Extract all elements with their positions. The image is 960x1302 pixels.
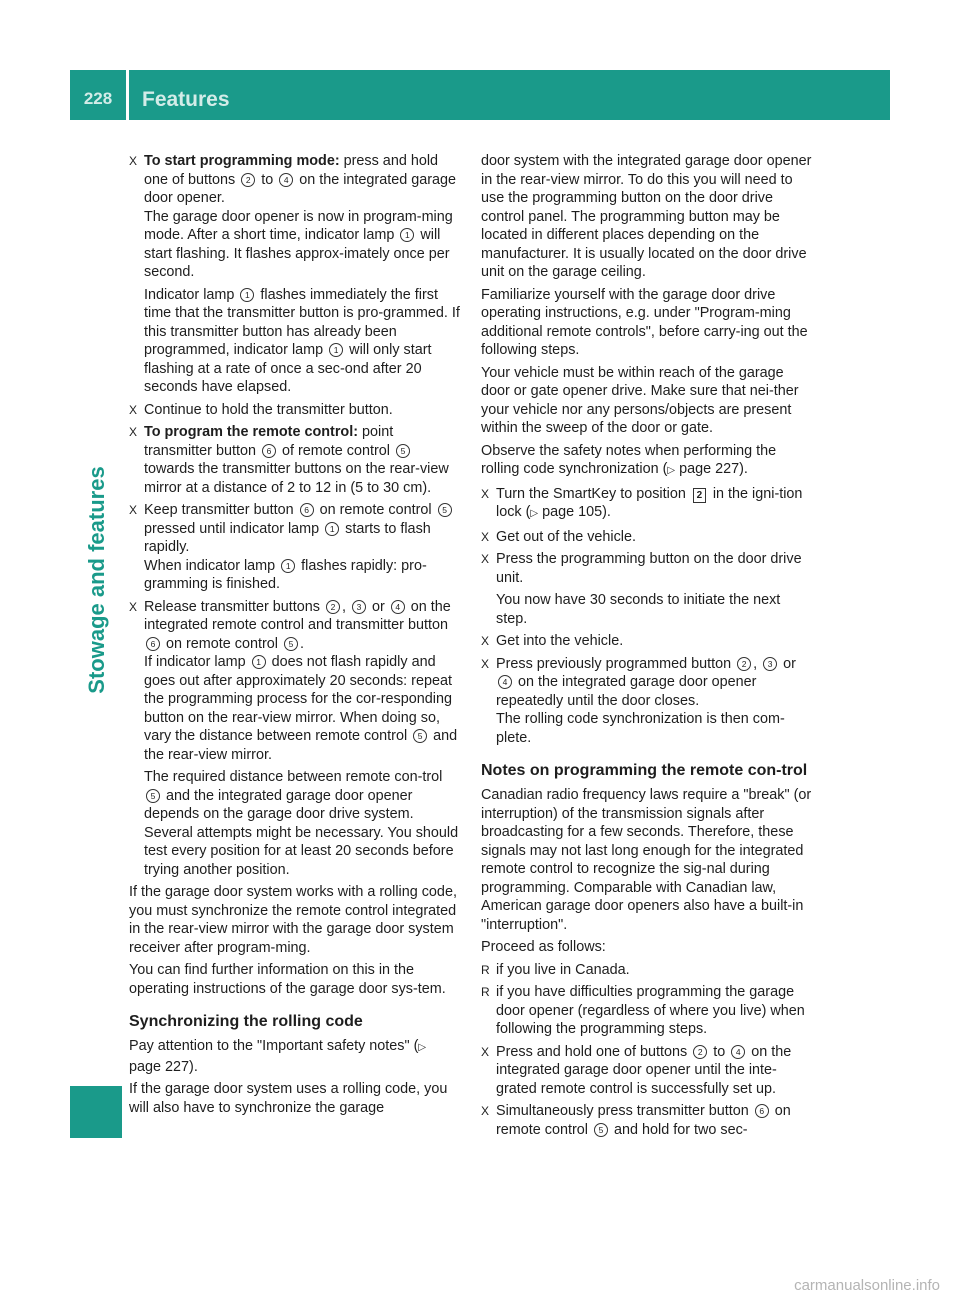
callout-5: 5 xyxy=(413,729,427,743)
left-column xyxy=(129,152,461,1121)
instruction-step: X Press and hold one of buttons 2 to 4 on the integrated garage door opener until the inte-grated remote control is successfully set up. xyxy=(481,1043,792,1097)
page-number: 228 xyxy=(83,89,113,108)
instruction-step: X To start programming mode: press and hold one of buttons 2 to 4 on the integrated garage door opener. The garage door opener is now in program-ming mode. After a short time, indicator lamp 1 will start flashing. It flashes approx-imately once per second. xyxy=(129,153,457,280)
triangle-right-icon: X xyxy=(481,529,490,544)
paragraph: If the garage door system works with a rolling code, you must synchronize the remote control integrated in the rear-view mirror with the garage door system receiver after program-ming. xyxy=(129,884,457,956)
paragraph: Canadian radio frequency laws require a "break" (or interruption) of the transmission signals after broadcasting for a few seconds. Therefore, these signals may not last long enough for the integrated remote control to recognize the sig-nal during programming. Comparable with Canadian law, American garage door openers also have a built-in "interruption". xyxy=(481,787,812,933)
instruction-step: X Press the programming button on the door drive unit. xyxy=(481,551,802,586)
bullet-item: R if you live in Canada. xyxy=(481,961,630,978)
callout-6: 6 xyxy=(146,637,160,651)
triangle-right-icon: X xyxy=(129,503,138,517)
triangle-right-icon: X xyxy=(129,599,138,614)
callout-5: 5 xyxy=(594,1123,608,1137)
callout-6: 6 xyxy=(262,444,276,458)
callout-2: 2 xyxy=(326,600,340,614)
triangle-right-icon: X xyxy=(129,402,138,417)
callout-5: 5 xyxy=(438,503,452,517)
paragraph: Your vehicle must be within reach of the garage door or gate opener drive. Make sure that nei-ther your vehicle nor any persons/objects are present within the sweep of the door or gate. xyxy=(481,364,799,436)
cross-reference-icon: ▷ xyxy=(418,1042,427,1053)
callout-6: 6 xyxy=(755,1104,769,1118)
bullet-icon: R xyxy=(481,962,490,977)
paragraph: door system with the integrated garage door opener in the rear-view mirror. To do this you will need to use the programming button on the door drive control panel. The programming button may be located in different places depending on the manufacturer. It is usually located on the door drive unit on the garage ceiling. xyxy=(481,153,812,280)
callout-4: 4 xyxy=(391,600,405,614)
callout-3: 3 xyxy=(763,657,777,671)
instruction-step: X Continue to hold the transmitter button. xyxy=(129,401,393,418)
callout-2: 2 xyxy=(737,657,751,671)
right-column xyxy=(481,152,813,1143)
triangle-right-icon: X xyxy=(129,425,138,439)
callout-4: 4 xyxy=(731,1045,745,1059)
callout-5: 5 xyxy=(146,789,160,803)
paragraph: Familiarize yourself with the garage door drive operating instructions, e.g. under "Program-ming additional remote controls", before carry-ing out the following steps. xyxy=(481,286,808,358)
page-header xyxy=(70,70,890,120)
triangle-right-icon: X xyxy=(481,1104,490,1118)
callout-5: 5 xyxy=(284,637,298,651)
callout-1: 1 xyxy=(400,228,414,242)
key-position-2: 2 xyxy=(693,488,706,503)
section-heading: Synchronizing the rolling code xyxy=(129,1013,363,1030)
watermark: carmanualsonline.info xyxy=(794,1277,940,1294)
triangle-right-icon: X xyxy=(481,486,490,501)
side-tab-label: Stowage and features xyxy=(84,466,109,694)
callout-5: 5 xyxy=(396,444,410,458)
instruction-step: X Get out of the vehicle. xyxy=(481,528,636,545)
paragraph: Pay attention to the "Important safety notes" (▷ page 227). xyxy=(129,1038,427,1075)
instruction-note: Indicator lamp 1 flashes immediately the first time that the transmitter button is pro-grammed. If this transmitter button has already been programmed, indicator lamp 1 will only start flashing at a rate of once a sec-ond after 20 seconds have elapsed. xyxy=(144,286,460,395)
callout-1: 1 xyxy=(252,655,266,669)
bullet-icon: R xyxy=(481,985,490,999)
instruction-note: You now have 30 seconds to initiate the next step. xyxy=(496,592,781,627)
instruction-step: X Simultaneously press transmitter button 6 on remote control 5 and hold for two sec- xyxy=(481,1103,791,1138)
section-heading: Notes on programming the remote con-trol xyxy=(481,762,808,779)
callout-4: 4 xyxy=(279,173,293,187)
bullet-item: R if you have difficulties programming the garage door opener (regardless of where you live) when following the programming steps. xyxy=(481,984,805,1037)
instruction-step: X To program the remote control: point transmitter button 6 of remote control 5 towards the transmitter buttons on the rear-view mirror at a distance of 2 to 12 in (5 to 30 cm). xyxy=(129,424,449,496)
cross-reference-icon: ▷ xyxy=(530,508,539,519)
header-divider xyxy=(126,70,129,120)
callout-4: 4 xyxy=(498,675,512,689)
instruction-step: X Turn the SmartKey to position 2 in the igni-tion lock (▷ page 105). xyxy=(481,485,803,520)
callout-6: 6 xyxy=(300,503,314,517)
callout-1: 1 xyxy=(240,288,254,302)
paragraph: You can find further information on this in the operating instructions of the garage door sys-tem. xyxy=(129,962,446,997)
cross-reference-icon: ▷ xyxy=(667,465,676,476)
callout-1: 1 xyxy=(325,522,339,536)
callout-1: 1 xyxy=(329,343,343,357)
side-tab-block xyxy=(70,1086,122,1138)
triangle-right-icon: X xyxy=(481,552,490,566)
paragraph: Proceed as follows: xyxy=(481,939,606,955)
triangle-right-icon: X xyxy=(129,154,138,168)
instruction-step: X Keep transmitter button 6 on remote control 5 pressed until indicator lamp 1 starts to flash rapidly. When indicator lamp 1 flashes rapidly: pro-gramming is finished. xyxy=(129,501,461,594)
instruction-note: The required distance between remote con-trol 5 and the integrated garage door opener depends on the garage door drive system. Several attempts might be necessary. You should test every position for at least 20 seconds before trying another position. xyxy=(144,769,459,878)
triangle-right-icon: X xyxy=(481,634,490,648)
paragraph: If the garage door system uses a rolling code, you will also have to synchronize the garage xyxy=(129,1081,448,1116)
instruction-step: X Get into the vehicle. xyxy=(481,633,624,649)
triangle-right-icon: X xyxy=(481,656,490,671)
instruction-step: X Release transmitter buttons 2 , 3 or 4 on the integrated remote control and transmitter button 6 on remote control 5 . If indicator lamp 1 does not flash rapidly and goes out after approximately 20 seconds: repeat the programming process for the cor-responding button on the rear-view mirror. When doing so, vary the distance between remote control 5 and the rear-view mirror. xyxy=(129,598,458,763)
callout-2: 2 xyxy=(693,1045,707,1059)
triangle-right-icon: X xyxy=(481,1044,490,1059)
callout-2: 2 xyxy=(241,173,255,187)
callout-1: 1 xyxy=(281,559,295,573)
callout-3: 3 xyxy=(352,600,366,614)
section-title: Features xyxy=(142,88,230,111)
paragraph: Observe the safety notes when performing the rolling code synchronization (▷ page 227). xyxy=(481,442,777,477)
instruction-step: X Press previously programmed button 2 , 3 or 4 on the integrated garage door opener repeatedly until the door closes. The rolling code synchronization is then com-plete. xyxy=(481,655,796,746)
